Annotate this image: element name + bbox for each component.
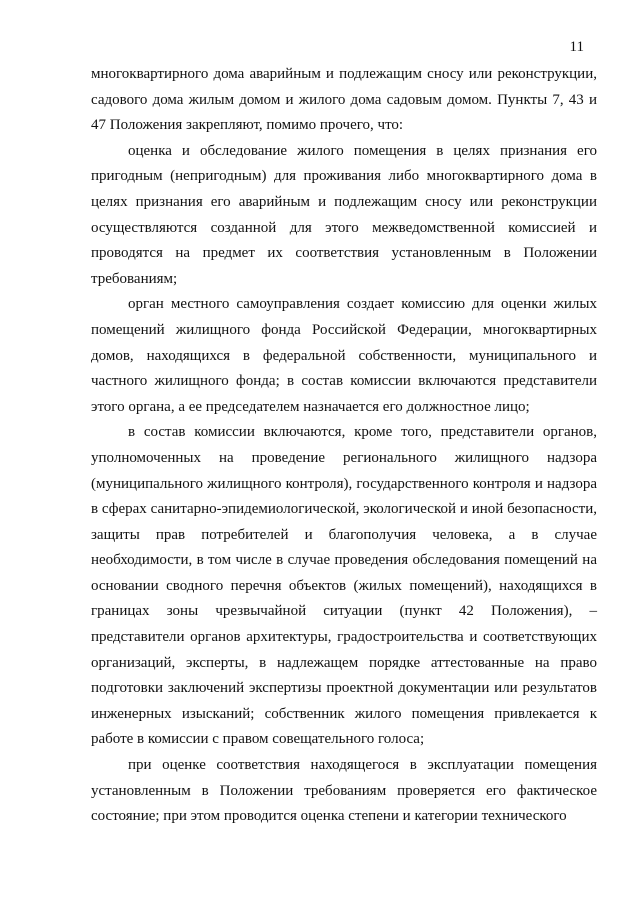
paragraph-assessment: оценка и обследование жилого помещения в целях признания его пригодным (непригодным) для проживания либо многоквартирного дома в целях признания его аварийным и подлежащим сносу или реконструкции осуществляются созданной для этого межведомственной комиссией и проводятся на предмет их соответствия установленным в Положении требованиям; — [91, 142, 597, 287]
paragraph-commission-members: в состав комиссии включаются, кроме того, представители органов, уполномоченных на проведение регионального жилищного надзора (муниципального жилищного контроля), государственного контроля и надзора в сферах санитарно-эпидемиологической, экологической и иной безопасности, защиты прав потребителей и благополучия человека, а в случае необходимости, в том числе в случае проведения обследования помещений на основании сводного перечня объектов (жилых помещений), находящихся в границах зоны чрезвычайной ситуации (пункт 42 Положения), – представители органов архитектуры, градостроительства и соответствующих организаций, эксперты, в надлежащем порядке аттестованные на право подготовки заключений экспертизы проектной документации или результатов инженерных изысканий; собственник жилого помещения привлекается к работе в комиссии с правом совещательного голоса; — [91, 424, 597, 748]
page-number: 11 — [569, 39, 584, 55]
paragraph-condition-check: при оценке соответствия находящегося в эксплуатации помещения установленным в Положении требованиям проверяется его фактическое состояние; при этом проводится оценка степени и категории технического — [91, 757, 597, 825]
document-body — [91, 62, 597, 830]
paragraph-commission-creation: орган местного самоуправления создает комиссию для оценки жилых помещений жилищного фонда Российской Федерации, многоквартирных домов, находящихся в федеральной собственности, муниципального и частного жилищного фонда; в состав комиссии включаются представители этого органа, а ее председателем назначается его должностное лицо; — [91, 296, 597, 415]
paragraph-continuation: многоквартирного дома аварийным и подлежащим сносу или реконструкции, садового дома жилым домом и жилого дома садовым домом. Пункты 7, 43 и 47 Положения закрепляют, помимо прочего, что: — [91, 66, 597, 134]
